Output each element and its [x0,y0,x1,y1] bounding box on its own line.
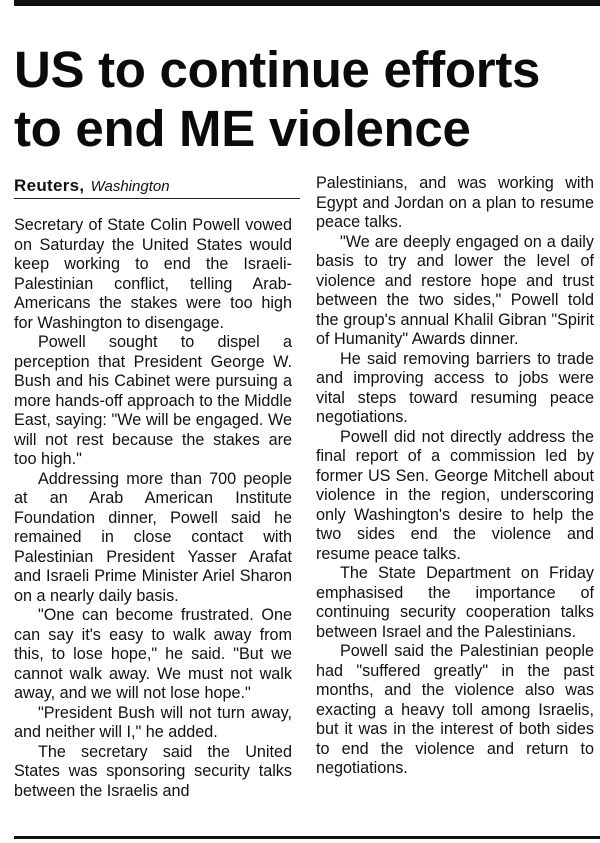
article-paragraph: He said removing barriers to trade and improving access to jobs were vital steps toward resuming peace negotiations. [316,349,594,426]
article-paragraph: Powell said the Palestinian people had "suffered greatly" in the past months, and the violence also was exacting a heavy toll among Israelis, but it was in the interest of both sides to end the violence and return to negotiations. [316,642,594,777]
article-paragraph: "President Bush will not turn away, and neither will I," he added. [14,703,292,741]
article-paragraph: Palestinians, and was working with Egypt and Jordan on a plan to resume peace talks. [316,174,594,231]
article-paragraph: Addressing more than 700 people at an Arab American Institute Foundation dinner, Powell said he remained in close contact with Palestinian President Yasser Arafat and Israeli Prime Minister Ariel Sharon on a nearly daily basis. [14,469,292,605]
headline: US to continue efforts to end ME violence [14,41,541,157]
article-paragraph: Powell did not directly address the final report of a commission led by former US Sen. George Mitchell about violence in the region, underscoring only Washington's desire to help the two sides end the violence and resume peace talks. [316,427,594,563]
article-paragraph: Secretary of State Colin Powell vowed on Saturday the United States would keep working to end the Israeli-Palestinian conflict, telling Arab-Americans the stakes were too high for Washington to disengage. [14,216,292,332]
article-paragraph: The State Department on Friday emphasised the importance of continuing security cooperation talks between Israel and the Palestinians. [316,564,594,641]
article-column-right [316,174,594,779]
byline-city: Washington [90,178,170,195]
article-paragraph: The secretary said the United States was sponsoring security talks between the Israelis and [14,742,292,800]
article-paragraph: "We are deeply engaged on a daily basis to try and lower the level of violence and restore hope and trust between the two sides," Powell told the group's annual Khalil Gibran "Spirit of Humanity" Awards dinner. [316,232,594,348]
article-paragraph: Powell sought to dispel a perception that President George W. Bush and his Cabinet were pursuing a more hands-off approach to the Middle East, saying: "We will be engaged. We will not rest because the stakes are too high." [14,333,292,468]
byline-agency: Reuters, [14,176,85,195]
byline [14,176,300,199]
article-column-left [14,216,292,801]
top-rule [14,0,600,6]
article-paragraph: "One can become frustrated. One can say it's easy to walk away from this, to lose hope," he said. "But we cannot walk away. We must not walk away, and we will not lose hope." [14,606,292,702]
bottom-rule [14,836,600,839]
